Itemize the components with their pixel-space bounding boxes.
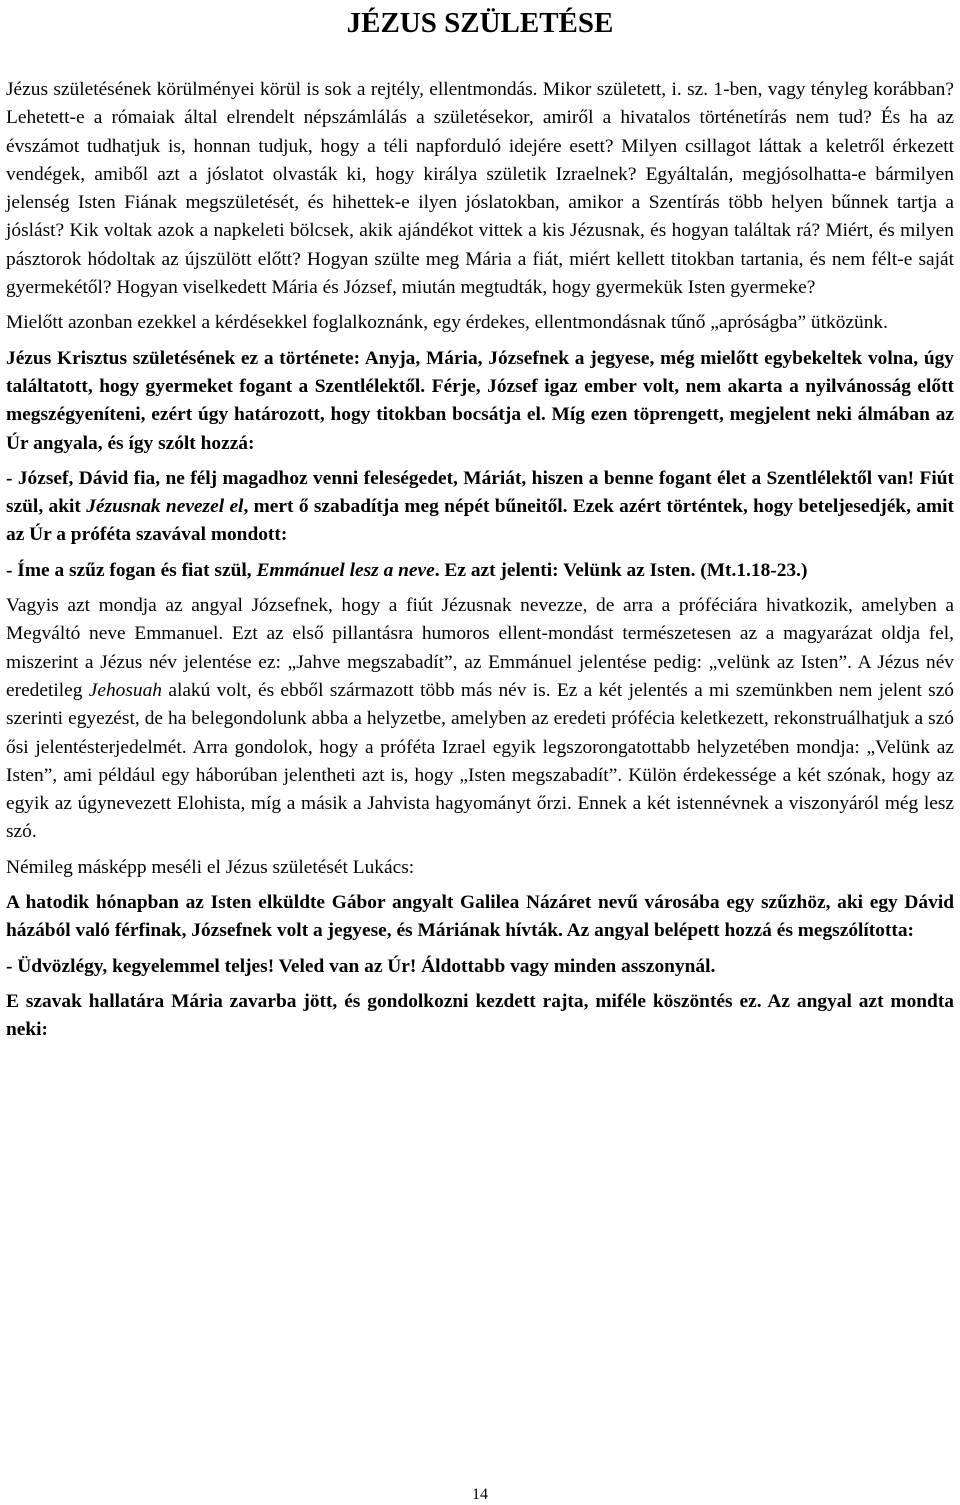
body-text (6, 76, 954, 1045)
paragraph (6, 953, 954, 981)
paragraph (6, 557, 954, 585)
text-run: - József, Dávid fia, ne félj magadhoz venni feleségedet, Máriát, hiszen a benne fogant élet a Szentlélektől van! Fiút szül, akit (6, 467, 954, 518)
paragraph (6, 988, 954, 1045)
text-run: . Ez azt jelenti: Velünk az Isten. (Mt.1.18-23.) (434, 559, 808, 581)
paragraph (6, 345, 954, 458)
text-run: - Íme a szűz fogan és fiat szül, (6, 559, 257, 581)
page-number: 14 (472, 1486, 488, 1503)
italic-text: Emmánuel lesz a neve (256, 559, 435, 581)
text-run: Jézus születésének körülményei körül is sok a rejtély, ellentmondás. Mikor született, i. sz. 1-ben, vagy tényleg korábban? Lehetett-e a rómaiak által elrendelt népszámlálás a születésekor, amiről a hivatalos történetírás nem tud? És ha az évszámot tudhatjuk is, honnan tudjuk, hogy a téli napforduló idejére esett? Milyen csillagot láttak a keletről érkezett vendégek, amiből azt a jóslatot olvasták ki, hogy királya születik Izraelnek? Egyáltalán, megjósolhatta-e bármilyen jelenség Isten Fiának megszületését, és hihettek-e ilyen jóslatokban, amikor a Szentírás több helyen bűnnek tartja a jóslást? Kik voltak azok a napkeleti bölcsek, akik ajándékot vittek a kis Jézusnak, és hogyan találtak rá? Miért, és milyen pásztorok hódoltak az újszülött előtt? Hogyan szülte meg Mária a fiát, miért kellett titokban tartania, és nem félt-e saját gyermekétől? Hogyan viselkedett Mária és József, miután megtudták, hogy gyermekük Isten gyermeke? (6, 79, 954, 299)
text-run: - Üdvözlégy, kegyelemmel teljes! Veled van az Úr! Áldottabb vagy minden asszonynál. (6, 955, 716, 977)
text-run: E szavak hallatára Mária zavarba jött, és gondolkozni kezdett rajta, miféle köszöntés ez. Az angyal azt mondta neki: (6, 990, 954, 1041)
paragraph (6, 309, 954, 337)
italic-text: Jézusnak nevezel el (86, 496, 244, 518)
text-run: Vagyis azt mondja az angyal Józsefnek, hogy a fiút Jézusnak nevezze, de arra a próféciára hivatkozik, amelyben a Megváltó neve Emmanuel. Ezt az első pillantásra humoros ellent-mondást természetesen az a magyarázat oldja fel, miszerint a Jézus név jelentése ez: „Jahve megszabadít”, az Emmánuel jelentése pedig: „velünk az Isten”. A Jézus név eredetileg (6, 595, 954, 701)
paragraph (6, 854, 954, 882)
paragraph (6, 76, 954, 302)
text-run: Mielőtt azonban ezekkel a kérdésekkel foglalkoznánk, egy érdekes, ellentmondásnak tűnő „apróságba” ütközünk. (6, 312, 888, 334)
paragraph (6, 592, 954, 847)
page-title: JÉZUS SZÜLETÉSE (346, 7, 614, 39)
paragraph (6, 889, 954, 946)
text-run: Jézus Krisztus születésének ez a története: Anyja, Mária, Józsefnek a jegyese, még mielőtt egybekeltek volna, úgy találtatott, hogy gyermeket fogant a Szentlélektől. Férje, József igaz ember volt, nem akarta a nyilvánosság előtt megszégyeníteni, ezért úgy határozott, hogy titokban bocsátja el. Míg ezen töprengett, megjelent neki álmában az Úr angyala, és így szólt hozzá: (6, 347, 954, 454)
text-run: alakú volt, és ebből származott több más név is. Ez a két jelentés a mi szemünkben nem jelent szó szerinti egyezést, de ha belegondolunk abba a helyzetbe, amelyben az eredeti prófécia keletkezett, rekonstruálhatjuk a szó ősi jelentésterjedelmét. Arra gondolok, hogy a próféta Izrael egyik legszorongatottabb helyzetében mondja: „Velünk az Isten”, ami például egy háborúban jelentheti azt is, hogy „Isten megszabadít”. Külön érdekessége a két szónak, hogy az egyik az úgynevezett Elohista, míg a másik a Jahvista hagyományt őrzi. Ennek a két istennévnek a viszonyáról még lesz szó. (6, 679, 954, 843)
text-run: , mert ő szabadítja meg népét bűneitől. Ezek azért történtek, hogy beteljesedjék, amit az Úr a próféta szavával mondott: (6, 496, 954, 546)
italic-text: Jehosuah (88, 679, 163, 701)
paragraph (6, 465, 954, 550)
text-run: Némileg másképp meséli el Jézus születését Lukács: (6, 856, 415, 878)
text-run: A hatodik hónapban az Isten elküldte Gábor angyalt Galilea Názáret nevű városába egy szűzhöz, aki egy Dávid házából való férfinak, Józsefnek volt a jegyese, és Máriának hívták. Az angyal belépett hozzá és megszólította: (6, 892, 954, 942)
